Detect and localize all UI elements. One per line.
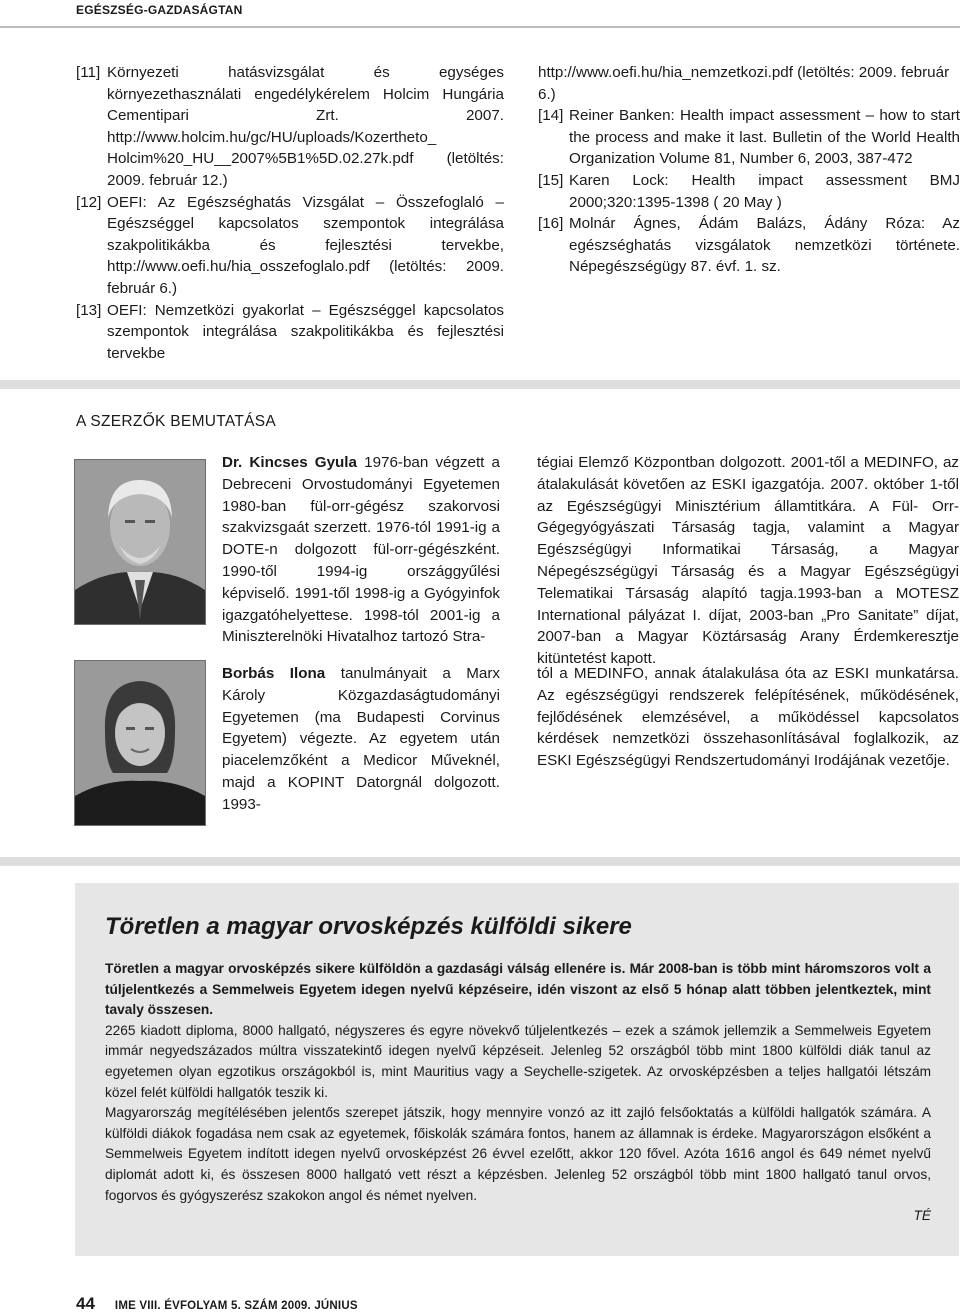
section-label: EGÉSZSÉG-GAZDASÁGTAN (76, 3, 243, 17)
reference-text: OEFI: Az Egészséghatás Vizsgálat – Összefoglaló – Egészséggel kapcsolatos szempontok integrálása szakpolitikákba és fejlesztési tervekbe, http://www.oefi.hu/hia_osszefoglalo.pdf (letöltés: 2009. február 6.) (107, 193, 504, 297)
news-signature: TÉ (913, 1208, 931, 1224)
author-photo-borbas (74, 660, 206, 826)
reference-text: Környezeti hatásvizsgálat és egységes környezethasználati engedélykérelem Holcim Hungária Cementipari Zrt. 2007. http://www.holcim.hu/gc/HU/uploads/Kozertheto_ Holcim%20_HU__2007%5B1%5D.02.27k.pdf (letöltés: 2009. február 12.) (107, 64, 504, 189)
authors-heading: A SZERZŐK BEMUTATÁSA (76, 413, 277, 430)
page-footer (76, 1294, 358, 1314)
author-bio-kincses-part-2 (537, 452, 959, 670)
references-right-column (538, 62, 960, 278)
news-paragraph: Magyarország megítélésében jelentős szerepet játszik, hogy mennyire vonzó az itt zajló felsőoktatás a külföldi hallgatók számára. A külföldi diákok fogadása nem csak az egyetemek, főiskolák számára fontos, hanem az államnak is érdeke. Magyarországon elsőként a Semmelweis Egyetem indított idegen nyelvű orvosképzést 26 évvel ezelőtt, akkor 120 fővel. Azóta 1616 angol és 649 német nyelvű diplomát adott ki, és összesen 8000 hallgató vett részt a képzésben. Jelenleg 52 országból több mint 1800 hallgató tanul orvos, fogorvos és gyógyszerész szakokon angol és német nyelven. (105, 1105, 931, 1203)
reference-item (76, 62, 504, 192)
author-bio-borbas-part-2 (537, 663, 959, 772)
reference-text: Molnár Ágnes, Ádám Balázs, Ádány Róza: Az egészséghatás vizsgálatok nemzetközi története. Népegészségügy 87. évf. 1. sz. (569, 215, 960, 276)
news-body (105, 959, 931, 1227)
reference-text: OEFI: Nemzetközi gyakorlat – Egészséggel kapcsolatos szempontok integrálása szakpolitikákba és fejlesztési tervekbe (107, 301, 504, 362)
reference-continuation: http://www.oefi.hu/hia_nemzetkozi.pdf (letöltés: 2009. február 6.) (538, 64, 950, 103)
section-separator (0, 380, 960, 389)
reference-number: [16] (538, 215, 564, 233)
author-bio-kincses-part-1 (222, 452, 500, 648)
reference-item (538, 213, 960, 278)
header-divider (0, 26, 960, 28)
reference-number: [13] (76, 301, 102, 319)
references-left-column (76, 62, 504, 364)
reference-item (76, 192, 504, 300)
news-box (75, 883, 959, 1256)
reference-number: [14] (538, 107, 564, 125)
news-title: Töretlen a magyar orvosképzés külföldi sikere (105, 913, 632, 940)
page-number: 44 (76, 1294, 95, 1313)
section-separator (0, 857, 960, 866)
reference-item (538, 105, 960, 170)
reference-item (76, 300, 504, 365)
reference-text: Karen Lock: Health impact assessment BMJ 2000;320:1395-1398 ( 20 May ) (569, 171, 960, 211)
journal-info: IME VIII. ÉVFOLYAM 5. SZÁM 2009. JÚNIUS (114, 1300, 358, 1312)
author-name: Borbás Ilona (222, 665, 326, 682)
reference-text: Reiner Banken: Health impact assessment – how to start the process and make it last. Bulletin of the World Health Organization Volume 81, Number 6, 2003, 387-472 (569, 107, 960, 168)
author-photo-kincses (74, 459, 206, 625)
author-bio-text: tól a MEDINFO, annak átalakulása óta az ESKI munkatársa. Az egészségügyi rendszerek felépítésének, működésének, fejlődésének elemzésével, a működéssel kapcsolatos kérdések nemzetközi összehasonlításával foglalkozik, az ESKI Egészségügyi Rendszertudományi Irodájának vezetője. (537, 665, 959, 770)
author-bio-text: tégiai Elemző Központban dolgozott. 2001-től a MEDINFO, az átalakulását követően az ESKI igazgatója. 2007. október 1-től az Egészségügyi Minisztérium államtitkára. A Fül- Orr- Gégegyógyászati Társaság tagja, valamint a Magyar Egészségügyi Informatikai Társaság, a Magyar Népegészségügyi Társaság és a Magyar Egészségügyi Telematikai Társaság alapító tagja.1993-ban a MOTESZ International pályázat I. díjat, 2003-ban „Pro Sanitate” díjat, 2007-ban a Magyar Köztársaság Arany Érdemkeresztje kitüntetést kapott. (537, 454, 959, 668)
author-bio-borbas-part-1 (222, 663, 500, 816)
reference-item (538, 170, 960, 213)
author-bio-text: tanulmányait a Marx Károly Közgazdaságtudományi Egyetemen (ma Budapesti Corvinus Egyetem) végezte. Az egyetem után piacelemzőként a Medicor Műveknél, majd a KOPINT Datorgnál dolgozott. 1993- (222, 665, 500, 813)
reference-number: [15] (538, 171, 564, 189)
author-name: Dr. Kincses Gyula (222, 454, 357, 471)
news-lead: Töretlen a magyar orvosképzés sikere külföldön a gazdasági válság ellenére is. Már 2008-ban is több mint háromszoros volt a túljelentkezés a Semmelweis Egyetem idegen nyelvű képzéseire, idén viszont az első 5 hónap alatt többen jelentkeztek, mint tavaly összesen. (105, 961, 931, 1018)
news-paragraph: 2265 kiadott diploma, 8000 hallgató, négyszeres és egyre növekvő túljelentkezés – ezek a számok jellemzik a Semmelweis Egyetem immár negyedszázados múltra visszatekintő idegen nyelvű képzéseit. Jelenleg 52 országból több mint 1800 külföldi diák tanul az egyetemen olyan egzotikus országokból is, mint Mauritius vagy a Seychelle-szigetek. Az orvosképzésben a teljes hallgatói létszám közel felét külföldi hallgatók teszik ki. (105, 1022, 931, 1100)
reference-number: [12] (76, 193, 102, 211)
reference-number: [11] (76, 64, 101, 81)
author-bio-text: 1976-ban végzett a Debreceni Orvostudományi Egyetemen 1980-ban fül-orr-gégész szakorvosi szakvizsgaát szerzett. 1976-tól 1991-ig a DOTE-n dolgozott fül-orr-gégészként. 1990-től 1994-ig országgyűlési képviselő. 1991-től 1998-ig a Gyógyinfok igazgatóhelyettese. 1998-tól 2001-ig a Miniszterelnöki Hivatalhoz tartozó Stra- (222, 454, 500, 646)
